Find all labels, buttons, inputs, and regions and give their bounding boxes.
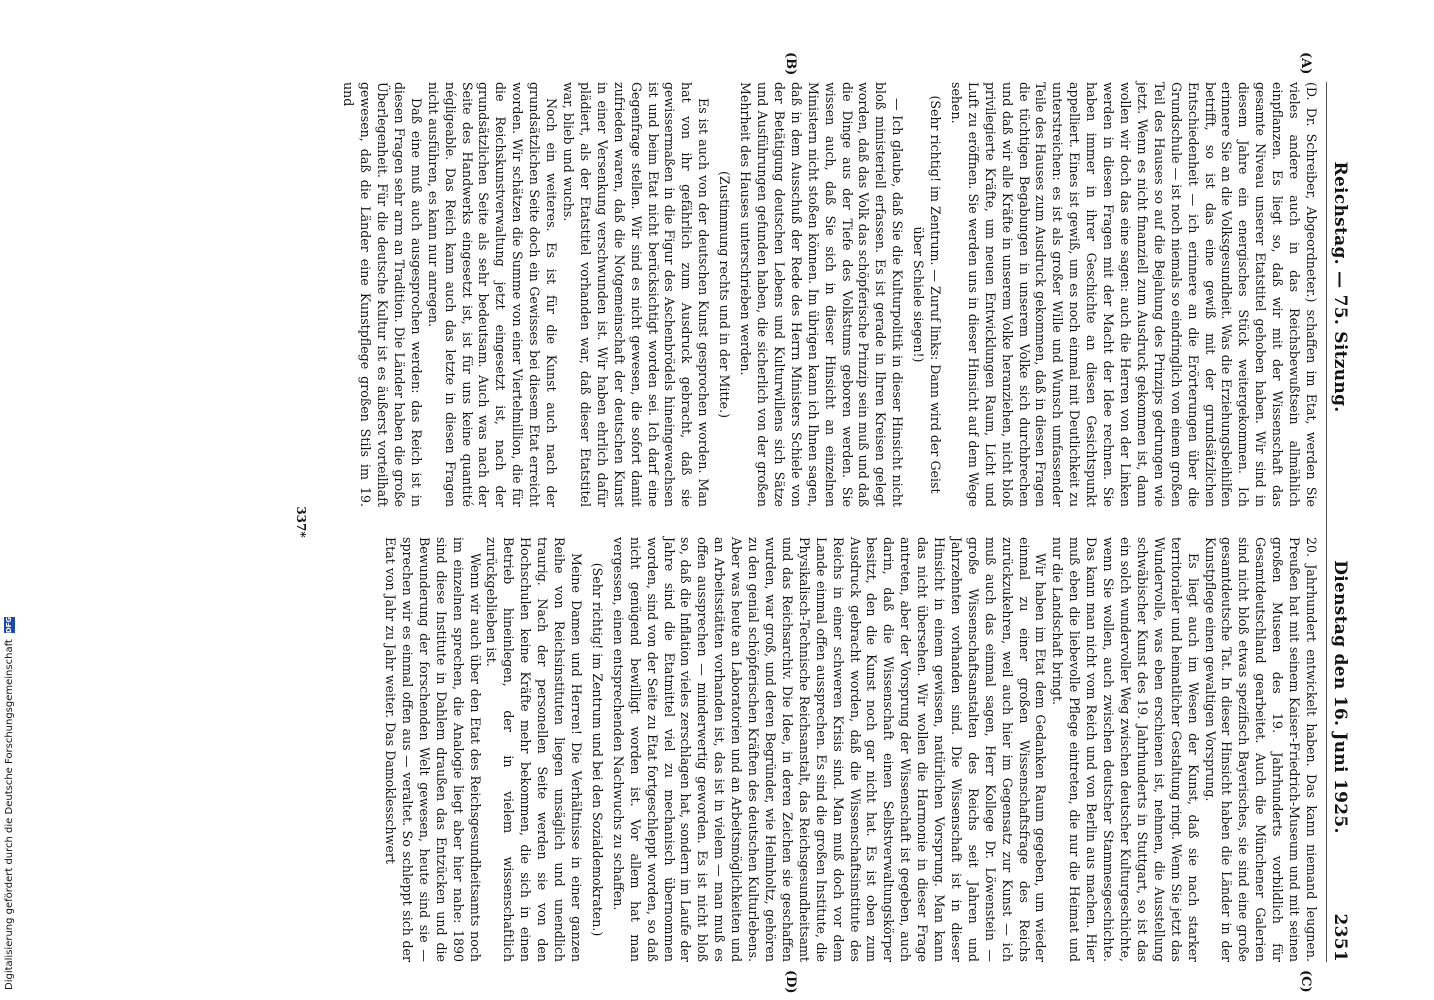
footer-signature: 337*	[294, 506, 308, 538]
right-text-column	[381, 537, 1319, 962]
left-column-paragraph: Es ist auch von der deutschen Kunst gesprochen worden. Man hat von ihr gefährlich zum Ausdruck gebracht, daß sie gewissermaßen in die Figur des Aschenbrödels hineingewachsen ist und beim Etat nicht berücksichtigt worden sei. Ich darf eine Gegenfrage stellen. Wir sind es nicht gewesen, die sofort damit zufrieden waren, daß die Notgemeinschaft der deutschen Kunst in einer Versenkung verschwunden ist. Wir haben ehrlich dafür plädiert, als der Etatstitel vorhanden war, daß dieser Etatstitel war, blieb und wuchs.	[561, 82, 712, 507]
page-number: 2351	[1330, 913, 1350, 962]
right-column-paragraph: Meine Damen und Herren! Die Verhältnisse in einer ganzen Reihe von Reichsinstituten liegen unsäglich und unendlich traurig. Nach der personellen Seite werden sie von den Hochschulen keine Kräfte mehr bekommen, die sich in einen Betrieb hineinlegen, der in vielem wissenschaftlich zurückgeblieben ist.	[484, 537, 585, 962]
right-column-paragraph: 20. Jahrhundert entwickelt haben. Das kann niemand leugnen. Preußen hat mit seinem Kaiser-Friedrich-Museum und mit seinen großen Museen des 19. Jahrhunderts vorbildlich für Gesamtdeutschland gearbeitet. Auch die Münchener Galerien sind nicht bloß etwas spezifisch Bayerisches, sie sind eine große gesamtdeutsche Tat. In dieser Hinsicht haben die Länder in der Kunstpflege einen gewaltigen Vorsprung.	[1202, 537, 1319, 962]
left-column-paragraph: Daß eine muß auch ausgesprochen werden: das Reich ist in diesen Fragen sehr arm an Tradition. Die Länder haben die große Überlegenheit. Für die deutsche Kultur ist es äußerst vorteilhaft gewesen, daß die Länder eine Kunstpflege großen Stils im 19. und	[341, 82, 424, 507]
left-column-paragraph: (Sehr richtig! im Zentrum. — Zuruf links: Dann wird der Geist über Schiele siegen!)	[911, 95, 944, 494]
digitization-credit	[4, 617, 15, 990]
rotated-document-page	[123, 52, 1353, 994]
right-column-paragraph: Wenn wir auch über den Etat des Reichsgesundheitsamts noch im einzelnen sprechen, die Analogie liegt aber hier nahe: 1890 sind diese Institute in Dahlem draußen das Entzücken und die Bewunderung der forschenden Welt gewesen, heute sind sie — sprechen wir es einmal offen aus — veraltet. So schleppt sich der Etat von Jahr zu Jahr weiter. Das Damoklesschwert	[383, 537, 483, 962]
right-column-paragraph: Wir haben im Etat dem Gedanken Raum gegeben, um wieder einmal zu einer großen Wissenschaftsfrage des Reichs zurückzukehren, weil auch hier im Gegensatz zur Kunst — ich muß auch das einmal sagen, Herr Kollege Dr. Löwenstein — große Wissenschaftsanstalten des Reichs seit Jahren und Jahrzehnten vorhanden sind. Die Wissenschaft ist in dieser Hinsicht in einem gewissen, natürlichen Vorsprung. Man kann das nicht übersehen. Wir wollen die Harmonie in dieser Frage antreten, aber der Vorsprung der Wissenschaft ist gegeben, auch darin, daß die Wissenschaft einen Selbstverwaltungskörper besitzt, den die Kunst noch gar nicht hat. Es ist oben zum Ausdruck gebracht worden, daß die Wissenschaftsinstitute des Reichs in einer schweren Krisis sind. Man muß doch vor dem Lande einmal offen aussprechen. Es sind die großen Institute, die Physikalisch-Technische Reichsanstalt, das Reichsgesundheitsamt und das Reichsarchiv. Die Idee, in deren Zeichen sie geschaffen wurden, war groß, und deren Begründer, wie Helmholtz, gehören zu den genial schöpferischen Kräften des deutschen Kulturlebens. Aber was heute an Laboratorien und an Arbeitsmöglichkeiten und an Arbeitsstätten vorhanden ist, das ist in vielem — man muß es offen aussprechen — minderwertig geworden. Es ist nicht bloß so, daß die Inflation vieles zerschlagen hat, sondern im Laufe der Jahre sind die Etatmittel viel zu mechanisch übernommen worden, sind von der Seite zu Etat fortgeschleppt worden, so daß nicht genügend bewilligt worden ist. Vor allem hat man vergessen, einen entsprechenden Nachwuchs zu schaffen.	[610, 537, 1049, 962]
dfg-logo-icon: DFG	[5, 616, 13, 634]
left-column-paragraph: — Ich glaube, daß Sie die Kulturpolitik in dieser Hinsicht nicht bloß ministeriell erfassen. Es ist gerade in Ihren Kreisen gelegt worden, daß das Volk das schöpferische Prinzip sein muß und daß die Dinge aus der Tiefe des Volkstums geboren werden. Sie wissen auch, daß Sie sich in dieser Hinsicht an einzelnen Ministern nicht stoßen können. Im übrigen kann ich Ihnen sagen, daß in dem Ausschuß der Rede des Herrn Ministers Schiele von der Betätigung deutschen Lebens und Kulturwillens sich Sätze und Ausführungen gefunden haben, die sicherlich von der großen Mehrheit des Hauses unterschrieben werden.	[738, 82, 906, 507]
left-column-paragraph: (Zustimmung rechts und in der Mitte.)	[717, 170, 733, 419]
margin-marker-c: (C)	[1298, 970, 1313, 993]
left-column-paragraph: Noch ein weiteres. Es ist für die Kunst auch nach der grundsätzlichen Seite doch ein Gewisses bei diesem Etat erreicht worden. Wir schätzen die Summe von einer Viertelmillion, die für die Reichskunstverwaltung jetzt eingesetzt ist, nach der grundsätzlichen Seite als sehr bedeutsam. Auch was nach der Seite des Handwerks eingesetzt ist, ist für uns keine quantité négligeable. Das Reich kann auch das letzte in diesen Fragen nicht ausführen, es kann nur anregen.	[425, 82, 560, 507]
left-column-paragraph: (D. Dr. Schreiber, Abgeordneter.) schaffen im Etat, werden Sie vieles andere auch in das Reichsbewußtsein allmählich einpflanzen. Es liegt so, daß wir mit der Wissenschaft das gesamte Niveau unserer Etatstitel gehoben haben. Wir sind in diesem Jahre ein energisches Stück weitergekommen. Ich erinnere Sie an die Volksgesundheit. Was die Erziehungsbeihilfen betrifft, so ist das eine gewiß mit der grundsätzlichen Entschiedenheit — ich erinnere an die Erörterungen über die Grundschule — ist noch niemals so eindringlich von einem großen Teil des Hauses so auf die Bejahung des Prinzips gedrungen wie jetzt. Wenn es nicht finanziell zum Ausdruck gekommen ist, dann wollen wir doch das eine sagen: auch die Herren von der Linken werden in diesen Fragen mit der Macht der Idee rechnen. Sie haben immer in ihrer Geschichte an diesen Gesichtspunkt appelliert. Eines ist gewiß, um es noch einmal mit Deutlichkeit zu unterstreichen: es ist als großer Wille und Wunsch umfassender Teile des Hauses zum Ausdruck gekommen, daß in diesen Fragen die tüchtigen Begabungen in unserem Volke sich durchbrechen und daß wir alle Kräfte in unserem Volke heranziehen, nicht bloß privilegierte Kräfte, um neuen Entwicklungen Raum, Licht und Luft zu eröffnen. Sie werden uns in dieser Hinsicht auf dem Wege sehen.	[948, 82, 1319, 507]
page-header	[1326, 82, 1353, 962]
left-text-column	[339, 82, 1319, 507]
right-column-paragraph: (Sehr richtig! im Zentrum und bei den Sozialdemokraten.)	[589, 562, 605, 937]
margin-marker-a: (A)	[1298, 52, 1313, 75]
header-right-title: Dienstag den 16. Juni 1925.	[1330, 560, 1350, 834]
header-left-title: Reichstag. — 75. Sitzung.	[1330, 161, 1350, 413]
margin-marker-d: (D)	[783, 970, 798, 994]
margin-marker-b: (B)	[783, 52, 798, 76]
credit-text: Digitalisierung gefördert durch die Deutsche Forschungsgemeinschaft	[4, 639, 15, 990]
right-column-paragraph: Es liegt auch im Wesen der Kunst, daß sie nach starker territorialer und heimatlicher Gestaltung ringt. Wenn Sie jetzt das Wundervolle, was eben erschienen ist, nehmen, die Ausstellung schwäbischer Kunst des 19. Jahrhunderts in Stuttgart, so ist das ein solch wundervoller Weg zwischen deutscher Kulturgeschichte, wenn Sie wollen, auch zwischen deutscher Stammesgeschichte. Das kann man nicht vom Reich und von Berlin aus machen. Hier muß eben die liebevolle Pflege eintreten, die nur die Heimat und nur die Landschaft bringt.	[1050, 537, 1201, 962]
